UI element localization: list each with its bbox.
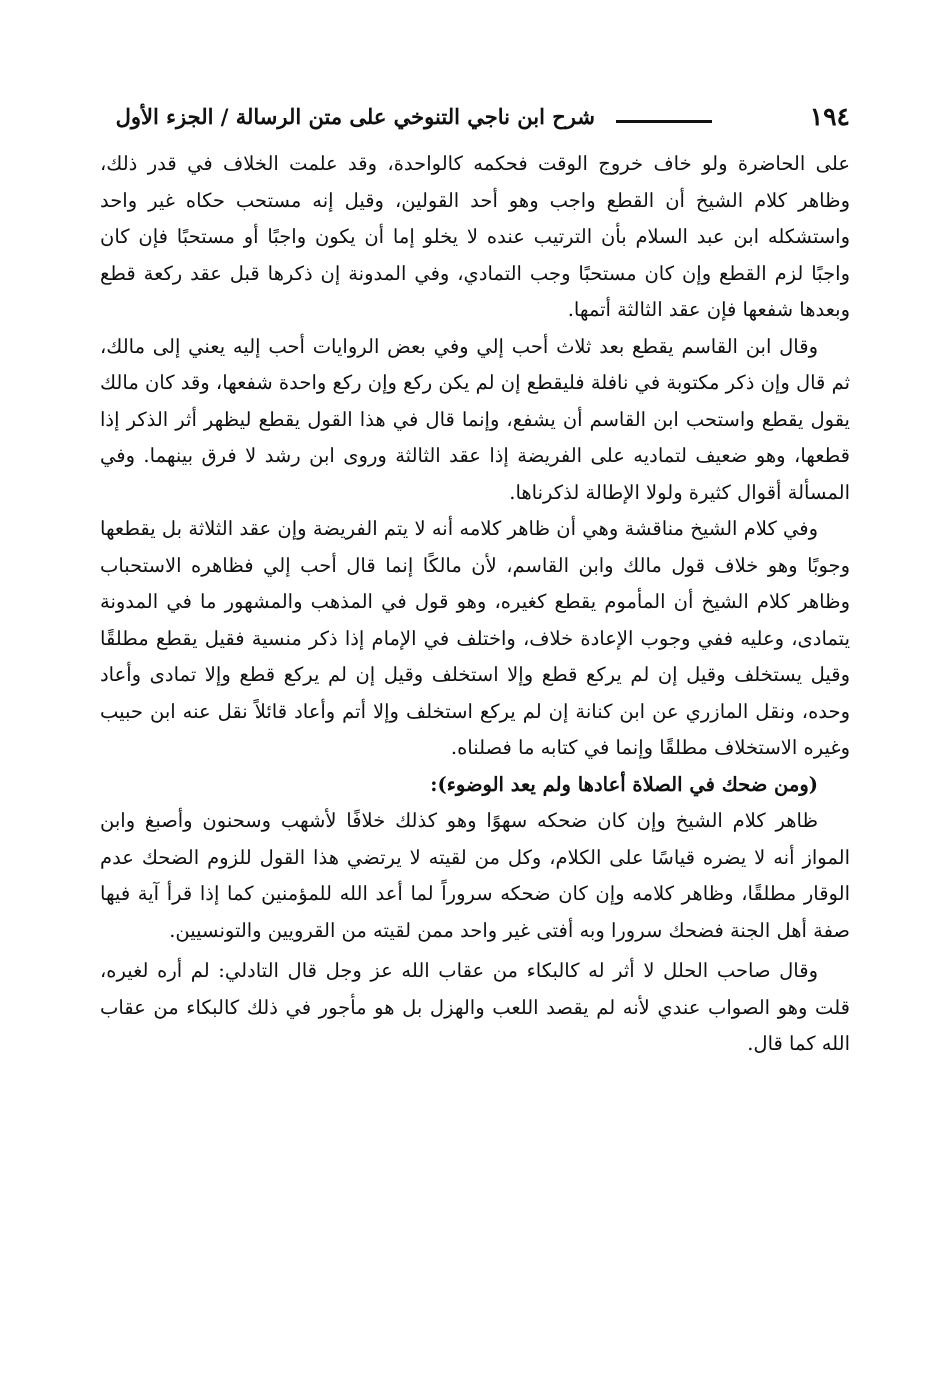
- paragraph: وفي كلام الشيخ مناقشة وهي أن ظاهر كلامه أنه لا يتم الفريضة وإن عقد الثلاثة بل يقطعها وجوبًا وهو خلاف قول مالك وابن القاسم، لأن مالكًا إنما قال أحب إلي فظاهره الاستحباب وظاهر كلام الشيخ أن المأموم يقطع كغيره، وهو قول في المذهب والمشهور ما في المدونة يتمادى، وعليه ففي وجوب الإعادة خلاف، واختلف في الإمام إذا ذكر منسية فقيل يقطع مطلقًا وقيل يستخلف وقيل إن لم يركع قطع وإلا استخلف وقيل إن لم يركع قطع وإلا تمادى وأعاد وحده، ونقل المازري عن ابن كنانة إن لم يركع استخلف وإلا أتم وأعاد قائلاً نقل عنه ابن حبيب وغيره الاستخلاف مطلقًا وإنما في كتابه ما فصلناه.: [100, 517, 850, 759]
- header-rule: [616, 120, 712, 123]
- page-number: ١٩٤: [809, 102, 850, 131]
- paragraph: وقال صاحب الحلل لا أثر له كالبكاء من عقاب الله عز وجل قال التادلي: لم أره لغيره، قلت وهو الصواب عندي لأنه لم يقصد اللعب والهزل بل هو مأجور في ذلك كالبكاء من عقاب الله كما قال.: [100, 959, 850, 1055]
- page-header: [106, 100, 850, 134]
- paragraph: على الحاضرة ولو خاف خروج الوقت فحكمه كالواحدة، وقد علمت الخلاف في قدر ذلك، وظاهر كلام الشيخ أن القطع واجب وهو أحد القولين، وقيل إنه مستحب حكاه غير واحد واستشكله ابن عبد السلام بأن الترتيب عنده لا يخلو إما أن يكون واجبًا أو مستحبًا فإن كان واجبًا لزم القطع وإن كان مستحبًا وجب التمادي، وفي المدونة إن ذكرها قبل عقد ركعة قطع وبعدها شفعها فإن عقد الثالثة أتمها.: [100, 152, 850, 321]
- paragraph: ظاهر كلام الشيخ وإن كان ضحكه سهوًا وهو كذلك خلافًا لأشهب وسحنون وأصبغ وابن المواز أنه لا يضره قياسًا على الكلام، وكل من لقيته لا يرتضي هذا القول للزوم الضحك عدم الوقار مطلقًا، وظاهر كلامه وإن كان ضحكه سروراً لما أعد الله للمؤمنين كما إذا قرأ آية فيها صفة أهل الجنة فضحك سرورا وبه أفتى غير واحد ممن لقيته من القرويين والتونسيين.: [100, 809, 850, 942]
- section-heading: (ومن ضحك في الصلاة أعادها ولم يعد الوضوء):: [430, 772, 818, 796]
- page-body: [100, 146, 850, 1063]
- paragraph: وقال ابن القاسم يقطع بعد ثلاث أحب إلي وفي بعض الروايات أحب إليه يعني إلى مالك، ثم قال وإن ذكر مكتوبة في نافلة فليقطع إن لم يكن ركع وإن ركع واحدة شفعها، وقد كان مالك يقول يقطع واستحب ابن القاسم أن يشفع، وإنما قال في هذا القول يقطع ليظهر أثر الذكر إذا قطعها، وهو ضعيف لتماديه على الفريضة إذا عقد الثالثة وروى ابن رشد لا فرق بينهما. وفي المسألة أقوال كثيرة ولولا الإطالة لذكرناها.: [100, 334, 850, 504]
- running-title: شرح ابن ناجي التنوخي على متن الرسالة / الجزء الأول: [115, 104, 595, 129]
